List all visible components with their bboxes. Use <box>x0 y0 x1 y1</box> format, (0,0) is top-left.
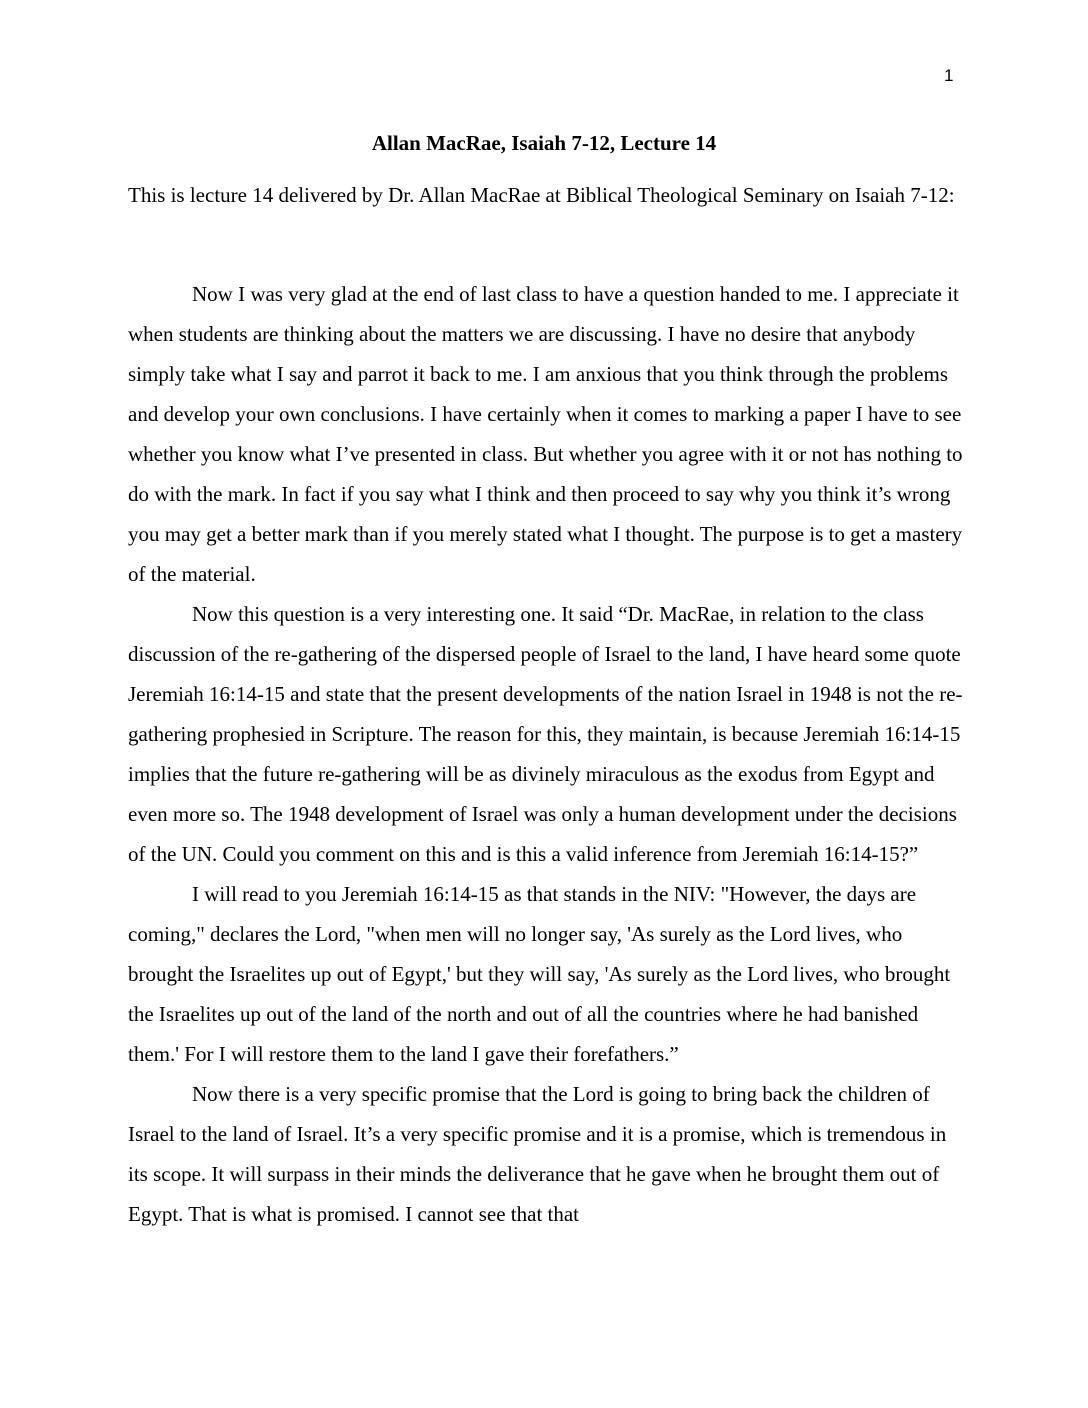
document-body <box>128 274 968 1234</box>
body-paragraph: Now I was very glad at the end of last class to have a question handed to me. I appreciate it when students are thinking about the matters we are discussing. I have no desire that anybody simply take what I say and parrot it back to me. I am anxious that you think through the problems and develop your own conclusions. I have certainly when it comes to marking a paper I have to see whether you know what I’ve presented in class. But whether you agree with it or not has nothing to do with the mark. In fact if you say what I think and then proceed to say why you think it’s wrong you may get a better mark than if you merely stated what I thought. The purpose is to get a mastery of the material. <box>128 282 963 586</box>
body-paragraph: Now this question is a very interesting one. It said “Dr. MacRae, in relation to the class discussion of the re-gathering of the dispersed people of Israel to the land, I have heard some quote Jeremiah 16:14-15 and state that the present developments of the nation Israel in 1948 is not the re-gathering prophesied in Scripture. The reason for this, they maintain, is because Jeremiah 16:14-15 implies that the future re-gathering will be as divinely miraculous as the exodus from Egypt and even more so. The 1948 development of Israel was only a human development under the decisions of the UN. Could you comment on this and is this a valid inference from Jeremiah 16:14-15?” <box>128 602 963 866</box>
document-title: Allan MacRae, Isaiah 7-12, Lecture 14 <box>371 131 717 155</box>
page-number: 1 <box>944 66 954 85</box>
body-paragraph: I will read to you Jeremiah 16:14-15 as that stands in the NIV: "However, the days are coming," declares the Lord, "when men will no longer say, 'As surely as the Lord lives, who brought the Israelites up out of Egypt,' but they will say, 'As surely as the Lord lives, who brought the Israelites up out of the land of the north and out of all the countries where he had banished them.' For I will restore them to the land I gave their forefathers.” <box>128 882 951 1066</box>
body-paragraph: Now there is a very specific promise that the Lord is going to bring back the children of Israel to the land of Israel. It’s a very specific promise and it is a promise, which is tremendous in its scope. It will surpass in their minds the deliverance that he gave when he brought them out of Egypt. That is what is promised. I cannot see that that <box>128 1082 947 1226</box>
intro-paragraph: This is lecture 14 delivered by Dr. Allan MacRae at Biblical Theological Seminary on Isaiah 7-12: <box>128 183 955 207</box>
